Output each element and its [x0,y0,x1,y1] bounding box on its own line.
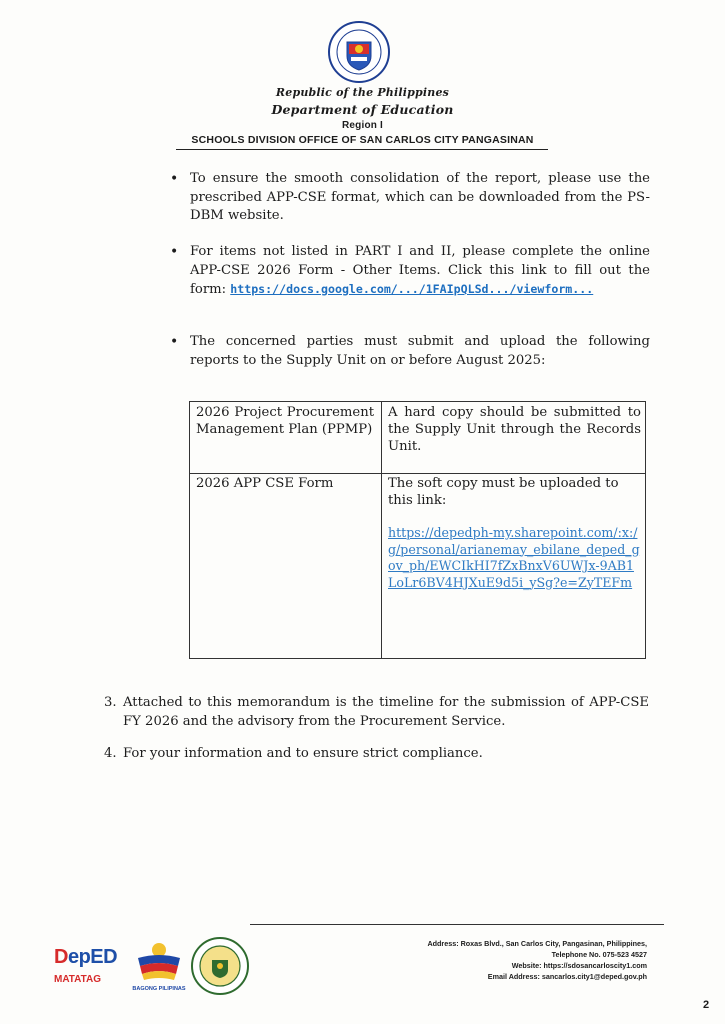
bagong-pilipinas-text: BAGONG PILIPINAS [132,986,186,992]
page-number: 2 [703,999,710,1011]
republic-heading: Republic of the Philippines [275,86,450,99]
footer-email: Email Address: sancarlos.city1@deped.gov.ph [487,972,647,981]
deped-wordmark: epED [67,946,118,968]
footer-telephone: Telephone No. 075-523 4527 [551,950,647,959]
region-heading: Region I [341,120,384,131]
matatag-wordmark: MATATAG [54,974,102,985]
item-number: 3. [104,695,117,710]
google-form-link[interactable]: https://docs.google.com/.../1FAIpQLSd.../viewform... [230,282,594,296]
deped-matatag-logo: DepED MATATAG [54,946,118,985]
header-divider [176,149,548,150]
bullet-text: For items not listed in PART I and II, please complete the online APP-CSE 2026 Form - Other Items. Click this link to fill out the form: [190,244,650,297]
bullet-dot: • [170,171,179,187]
reports-table [189,401,646,659]
numbered-item [104,745,649,764]
sdo-seal-logo [190,936,250,996]
table-cell-softcopy: The soft copy must be uploaded to this link: [388,476,619,508]
table-column-divider [190,402,382,658]
item-number: 4. [104,746,117,761]
sharepoint-upload-link[interactable]: https://depedph-my.sharepoint.com/:x:/g/personal/arianemay_ebilane_deped_gov_ph/EWCIkHI7fZxBnxV6UWJx-9AB1LoLr6BV4HJXuE9d5i_ySg?e=ZyTEFm [388,525,640,590]
table-cell-ppmp: 2026 Project Procurement Management Plan (PPMP) [196,405,374,437]
bullet-dot: • [170,334,179,350]
bagong-pilipinas-logo [130,936,188,994]
department-heading: Department of Education [271,102,454,117]
division-office-heading: SCHOOLS DIVISION OFFICE OF SAN CARLOS CITY PANGASINAN [191,134,534,146]
table-cell-hardcopy: A hard copy should be submitted to the Supply Unit through the Records Unit. [388,405,641,454]
bullet-dot: • [170,244,179,260]
footer-website: Website: https://sdosancarloscity1.com [511,961,647,970]
item-text: Attached to this memorandum is the timeline for the submission of APP-CSE FY 2026 and the advisory from the Procurement Service. [123,695,649,729]
bullet-text: To ensure the smooth consolidation of the report, please use the prescribed APP-CSE format, which can be downloaded from the PS-DBM website. [190,171,650,223]
bullet-item [170,333,650,370]
numbered-item [104,694,649,731]
footer-address: Address: Roxas Blvd., San Carlos City, Pangasinan, Philippines, [427,939,647,948]
table-cell-app-cse-form: 2026 APP CSE Form [196,476,334,491]
bullet-text: The concerned parties must submit and upload the following reports to the Supply Unit on or before August 2025: [190,334,650,368]
bullet-item [170,243,650,300]
deped-seal-logo [327,20,391,84]
bullet-item [170,170,650,226]
footer-divider [250,924,664,925]
item-text: For your information and to ensure strict compliance. [123,746,483,761]
